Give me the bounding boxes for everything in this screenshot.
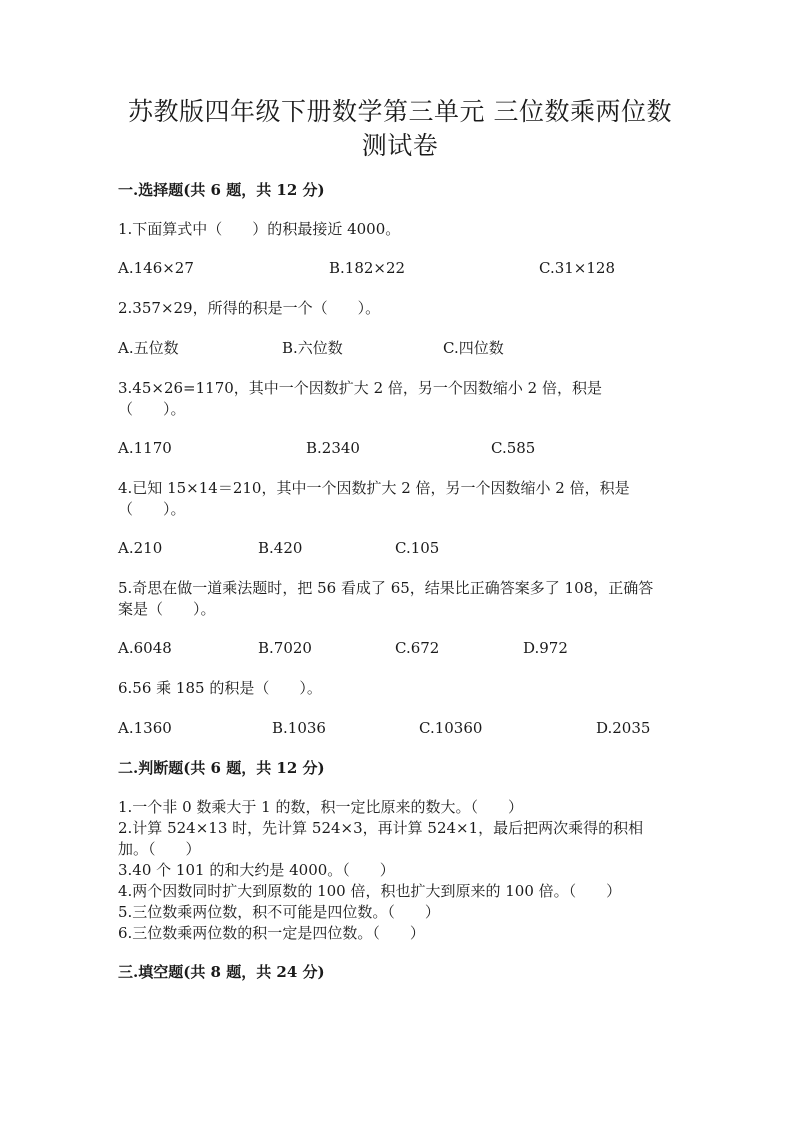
option-5c: C.672 [395,639,440,657]
judge-item-4: 4.两个因数同时扩大到原数的 100 倍，积也扩大到原来的 100 倍。（ ） [118,882,622,900]
option-2a: A.五位数 [118,339,179,357]
option-4a: A.210 [118,539,163,557]
judge-item-2-cont: 加。（ ） [118,840,201,858]
question-1: 1.下面算式中（ ）的积最接近 4000。 [118,220,401,238]
option-3a: A.1170 [118,439,172,457]
option-4b: B.420 [258,539,303,557]
page-title-line2: 测试卷 [361,131,439,160]
option-6b: B.1036 [272,719,326,737]
section-heading-judge: 二.判断题(共 6 题，共 12 分) [118,759,325,777]
question-3: 3.45×26=1170，其中一个因数扩大 2 倍，另一个因数缩小 2 倍，积是 [118,379,602,397]
judge-item-6: 6.三位数乘两位数的积一定是四位数。（ ） [118,924,425,942]
question-6: 6.56 乘 185 的积是（ ）。 [118,679,322,697]
page-title: 苏教版四年级下册数学第三单元 三位数乘两位数 [128,97,672,126]
option-1c: C.31×128 [539,259,615,277]
question-3-cont: （ ）。 [118,400,186,418]
option-5a: A.6048 [118,639,172,657]
option-2c: C.四位数 [443,339,504,357]
option-6c: C.10360 [419,719,483,737]
question-4: 4.已知 15×14＝210，其中一个因数扩大 2 倍，另一个因数缩小 2 倍，积是 [118,479,630,497]
option-3c: C.585 [491,439,536,457]
judge-item-2: 2.计算 524×13 时，先计算 524×3，再计算 524×1，最后把两次乘得的积相 [118,819,644,837]
question-5-cont: 案是（ ）。 [118,600,216,618]
option-2b: B.六位数 [282,339,343,357]
judge-item-1: 1.一个非 0 数乘大于 1 的数，积一定比原来的数大。（ ） [118,798,523,816]
section-heading-choice: 一.选择题(共 6 题，共 12 分) [118,181,325,199]
question-4-cont: （ ）。 [118,500,186,518]
option-6d: D.2035 [596,719,651,737]
question-2: 2.357×29，所得的积是一个（ ）。 [118,299,381,317]
question-5: 5.奇思在做一道乘法题时，把 56 看成了 65，结果比正确答案多了 108，正确答 [118,579,654,597]
judge-item-3: 3.40 个 101 的和大约是 4000。（ ） [118,861,395,879]
option-1a: A.146×27 [118,259,194,277]
option-6a: A.1360 [118,719,172,737]
section-heading-fill: 三.填空题(共 8 题，共 24 分) [118,963,325,981]
option-1b: B.182×22 [329,259,406,277]
option-3b: B.2340 [306,439,360,457]
judge-item-5: 5.三位数乘两位数，积不可能是四位数。（ ） [118,903,440,921]
option-4c: C.105 [395,539,440,557]
option-5b: B.7020 [258,639,312,657]
option-5d: D.972 [523,639,568,657]
